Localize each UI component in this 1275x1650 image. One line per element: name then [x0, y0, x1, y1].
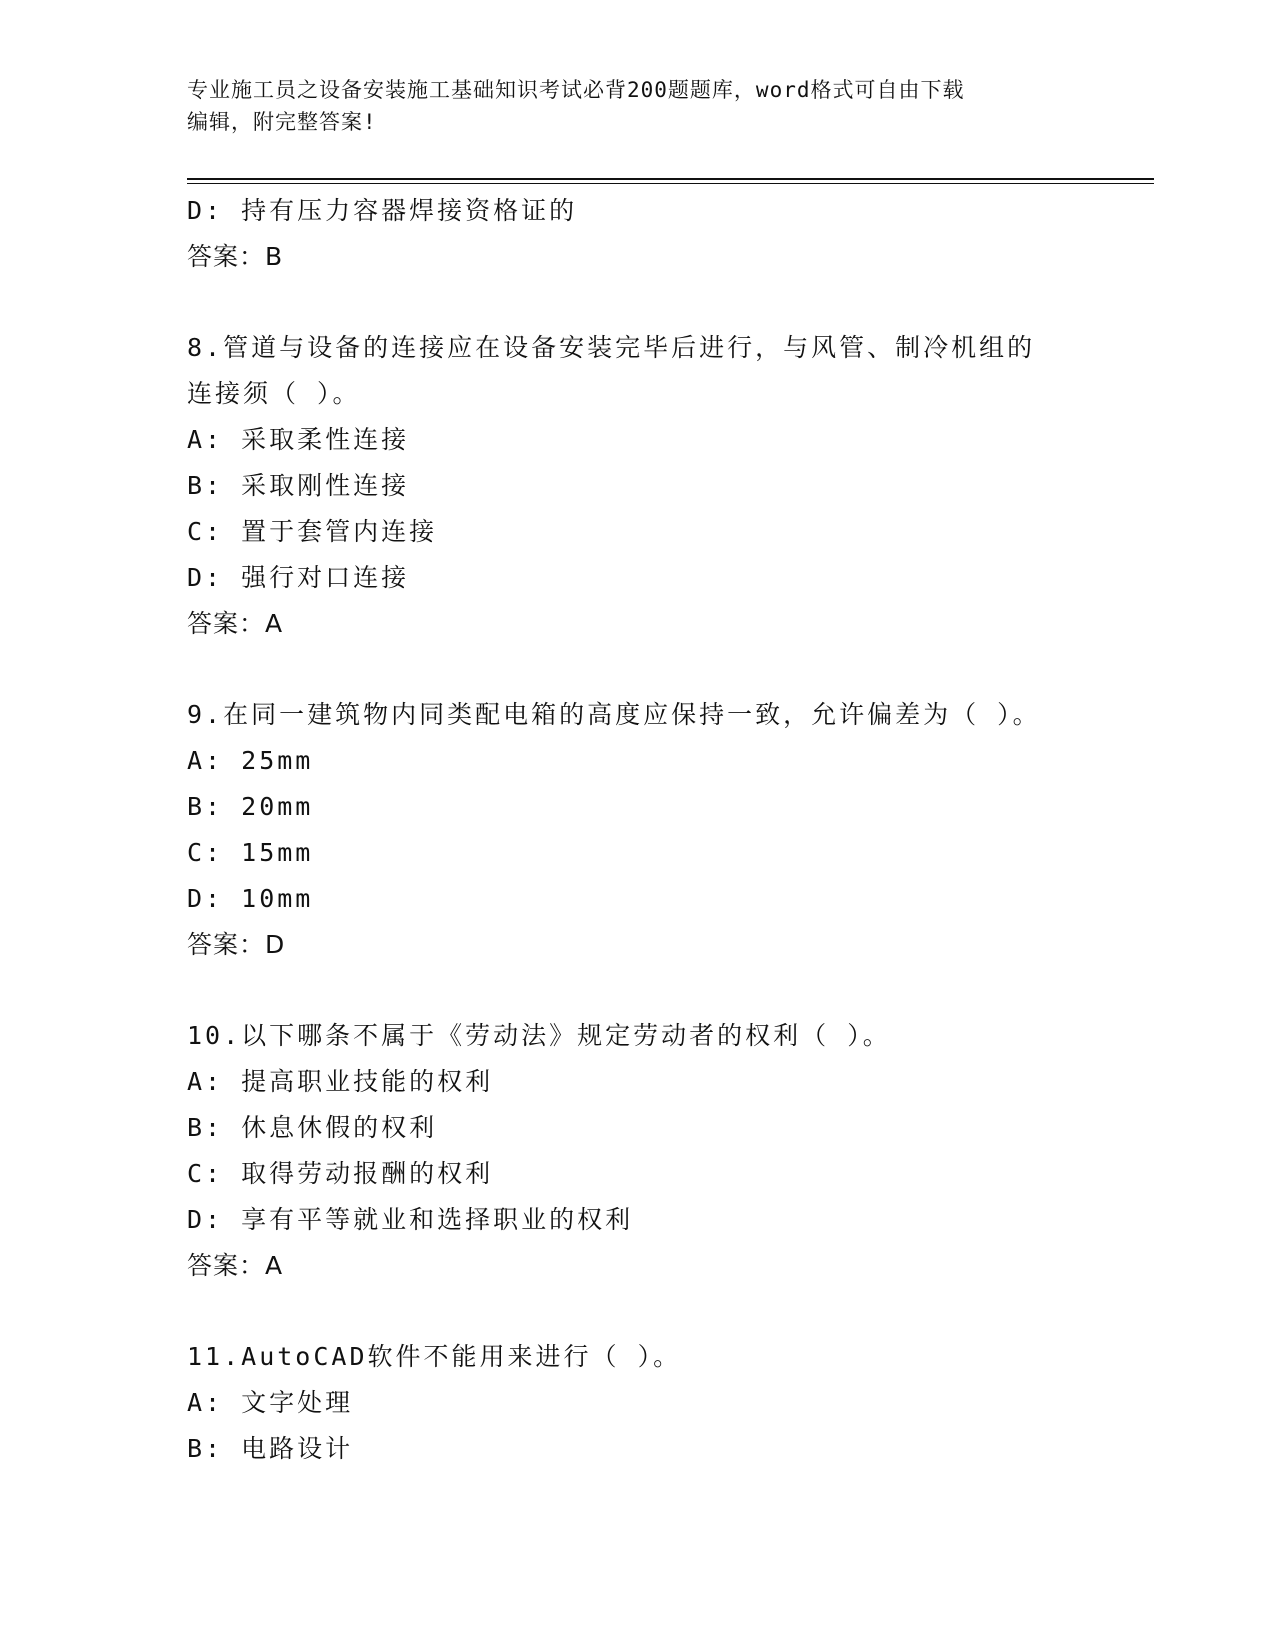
document-header — [187, 74, 1087, 138]
answer: 答案：A — [187, 609, 284, 638]
question-11 — [187, 1334, 1147, 1472]
answer: 答案：D — [187, 930, 286, 959]
answer: 答案：A — [187, 1251, 284, 1280]
question-10 — [187, 1013, 1147, 1289]
option-a: A: 文字处理 — [187, 1388, 354, 1417]
option-c: C: 置于套管内连接 — [187, 517, 438, 546]
question-stem-continued: 连接须（ ）。 — [187, 379, 361, 408]
question-list — [187, 188, 1147, 1472]
option-b: B: 20mm — [187, 792, 314, 821]
carry-over-option-d: D: 持有压力容器焊接资格证的 — [187, 196, 578, 225]
option-b: B: 采取刚性连接 — [187, 471, 410, 500]
header-title-line-1: 专业施工员之设备安装施工基础知识考试必背200题题库，word格式可自由下载 — [187, 78, 965, 102]
question-stem: 8.管道与设备的连接应在设备安装完毕后进行，与风管、制冷机组的 — [187, 333, 1036, 362]
question-stem: 10.以下哪条不属于《劳动法》规定劳动者的权利（ ）。 — [187, 1021, 891, 1050]
option-b: B: 休息休假的权利 — [187, 1113, 438, 1142]
question-stem: 11.AutoCAD软件不能用来进行（ ）。 — [187, 1342, 682, 1371]
option-d: D: 享有平等就业和选择职业的权利 — [187, 1205, 634, 1234]
option-c: C: 15mm — [187, 838, 314, 867]
option-c: C: 取得劳动报酬的权利 — [187, 1159, 494, 1188]
carry-over-answer: 答案：B — [187, 242, 284, 271]
header-title-line-2: 编辑，附完整答案! — [187, 110, 377, 134]
header-divider-thin — [187, 183, 1154, 184]
option-d: D: 10mm — [187, 884, 314, 913]
question-9 — [187, 692, 1147, 968]
option-d: D: 强行对口连接 — [187, 563, 410, 592]
option-a: A: 提高职业技能的权利 — [187, 1067, 494, 1096]
option-a: A: 25mm — [187, 746, 314, 775]
option-a: A: 采取柔性连接 — [187, 425, 410, 454]
question-8 — [187, 325, 1147, 647]
header-divider-thick — [187, 178, 1154, 180]
option-b: B: 电路设计 — [187, 1434, 354, 1463]
question-stem: 9.在同一建筑物内同类配电箱的高度应保持一致，允许偏差为（ ）。 — [187, 700, 1041, 729]
